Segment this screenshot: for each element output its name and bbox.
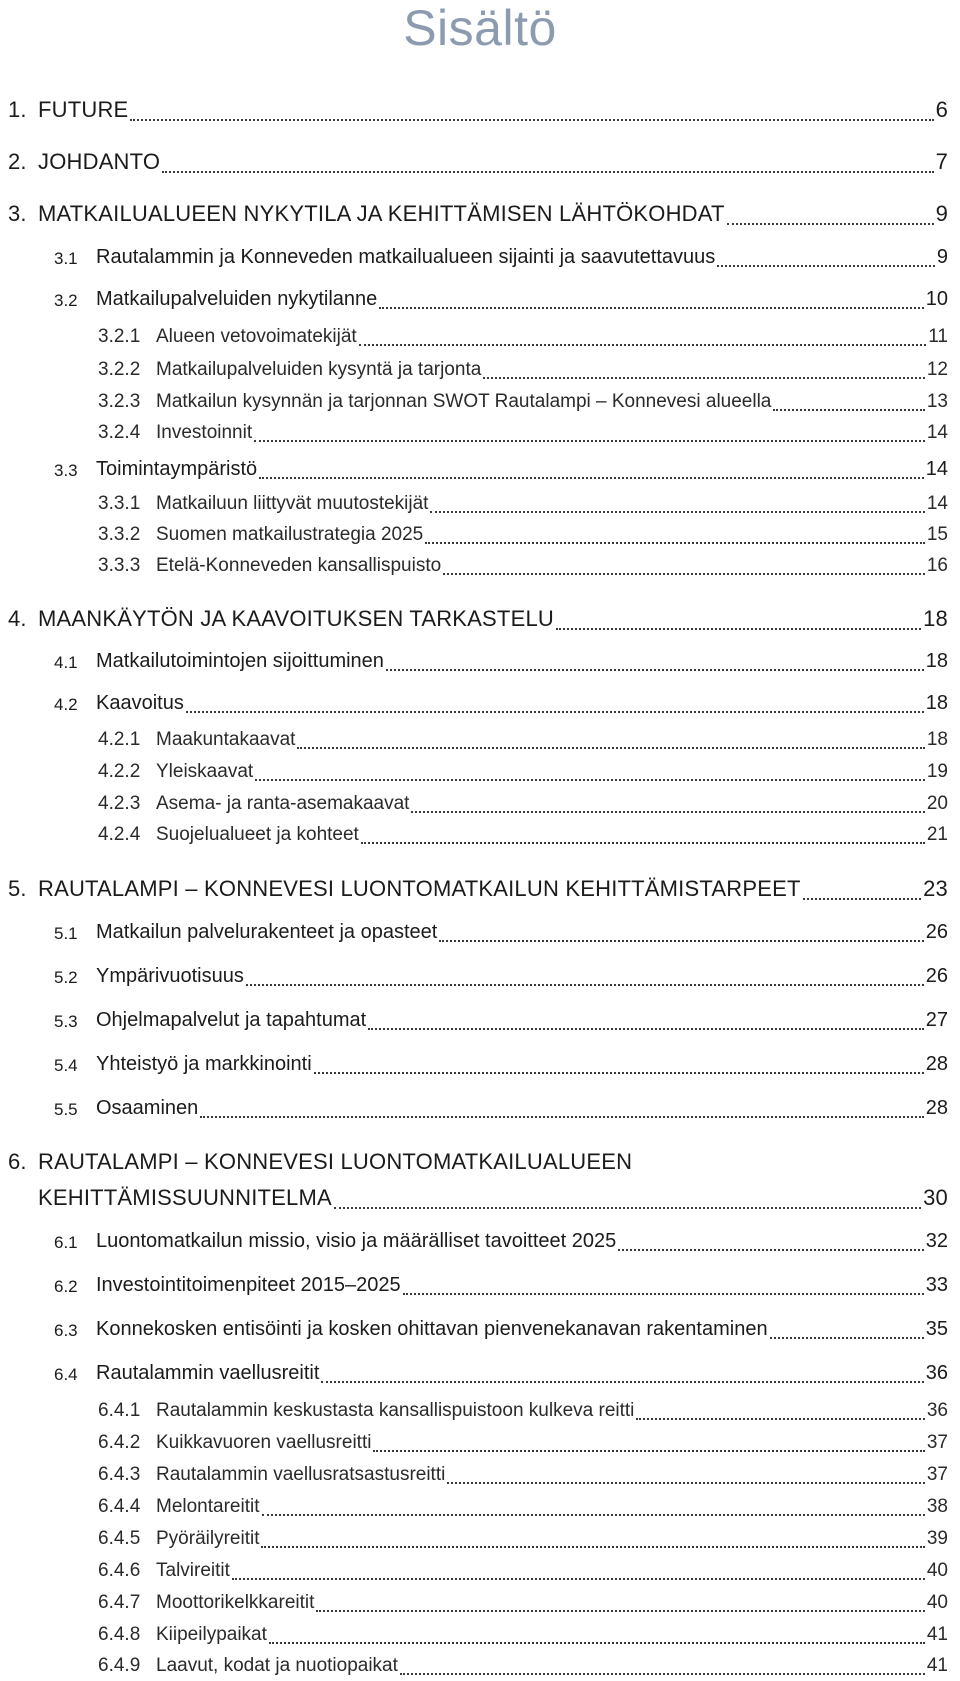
toc-entry-page: 6 [935,97,948,122]
toc-dot-leader [269,1642,925,1644]
toc-entry-title: Etelä-Konneveden kansallispuisto [156,555,442,576]
toc-entry-page: 40 [926,1592,948,1613]
toc-entry[interactable] [0,145,960,179]
page-title: Sisältö [403,0,557,56]
toc-entry-title: Rautalammin ja Konneveden matkailualueen sijainti ja saavutettavuus [96,246,716,268]
toc-entry-page: 37 [926,1464,948,1485]
toc-entry[interactable] [0,281,960,315]
toc-dot-leader [130,119,934,121]
toc-entry-page: 12 [926,359,948,380]
toc-entry[interactable] [0,602,960,636]
toc-entry[interactable] [0,1149,960,1215]
toc-dot-leader [770,1337,924,1339]
toc-entry-page: 41 [926,1624,948,1645]
toc-entry-title: Ympärivuotisuus [96,965,244,987]
toc-entry[interactable] [0,1392,960,1426]
toc-entry-number: 5.3 [54,1012,78,1031]
toc-entry-page: 11 [928,326,948,347]
toc-entry-title: Suojelualueet ja kohteet [156,824,359,845]
toc-dot-leader [717,265,935,267]
toc-entry[interactable] [0,816,960,850]
toc-entry[interactable] [0,643,960,677]
toc-dot-leader [400,1673,925,1675]
toc-entry-title: JOHDANTO [38,149,161,174]
toc-entry-page: 37 [926,1432,948,1453]
toc-entry-title: Alueen vetovoimatekijät [156,326,357,347]
toc-entry-title: Laavut, kodat ja nuotiopaikat [156,1655,398,1676]
toc-dot-leader [727,223,934,225]
toc-entry-page: 18 [925,650,948,672]
toc-entry-title: Matkailupalveluiden kysyntä ja tarjonta [156,359,482,380]
toc-entry-page: 14 [926,422,948,443]
toc-entry-title: Konnekosken entisöinti ja kosken ohittavan pienvenekanavan rakentaminen [96,1318,768,1340]
toc-entry-title: Rautalammin vaellusratsastusreitti [156,1464,446,1485]
toc-entry[interactable] [0,1552,960,1586]
toc-entry-page: 9 [935,201,948,226]
toc-entry-title: Ohjelmapalvelut ja tapahtumat [96,1009,367,1031]
toc-dot-leader [373,1450,925,1452]
toc-dot-leader [261,1546,925,1548]
toc-entry-number: 4.1 [54,653,78,672]
toc-dot-leader [403,1293,924,1295]
toc-entry-page: 32 [925,1230,948,1252]
toc-entry-number: 3. [8,201,27,226]
toc-entry-number: 3.3.1 [98,493,141,514]
toc-dot-leader [255,779,925,781]
toc-entry[interactable] [0,1647,960,1681]
toc-entry-page: 9 [936,246,948,268]
toc-dot-leader [430,511,925,513]
toc-entry-number: 2. [8,149,27,174]
toc-entry-page: 18 [925,692,948,714]
toc-entry-number: 6.4.7 [98,1592,141,1613]
toc-dot-leader [316,1610,925,1612]
toc-dot-leader [411,811,925,813]
toc-entry[interactable] [0,197,960,231]
toc-entry-page: 7 [935,149,948,174]
toc-entry[interactable] [0,451,960,485]
toc-entry-number: 5.1 [54,924,78,943]
toc-dot-leader [803,898,921,900]
toc-entry-title: Luontomatkailun missio, visio ja määrälliset tavoitteet 2025 [96,1230,617,1252]
toc-entry-page: 36 [926,1400,948,1421]
toc-entry-title: Yleiskaavat [156,761,254,782]
toc-entry[interactable] [0,1002,960,1036]
toc-entry-page: 40 [926,1560,948,1581]
toc-entry-page: 26 [925,965,948,987]
toc-entry[interactable] [0,1090,960,1124]
toc-entry-title: Rautalammin keskustasta kansallispuistoon kulkeva reitti [156,1400,635,1421]
toc-entry-title: Asema- ja ranta-asemakaavat [156,793,410,814]
toc-entry-page: 26 [925,921,948,943]
toc-dot-leader [483,377,925,379]
toc-entry-number: 5.2 [54,968,78,987]
toc-entry-number: 6.2 [54,1277,78,1296]
toc-dot-leader [379,307,924,309]
toc-entry-number: 1. [8,97,27,122]
toc-entry-page: 19 [926,761,948,782]
toc-dot-leader [262,1514,925,1516]
toc-entry-number: 3.1 [54,249,78,268]
toc-entry-page: 39 [926,1528,948,1549]
toc-dot-leader [259,477,924,479]
toc-dot-leader [443,573,925,575]
toc-entry-title: Matkailun palvelurakenteet ja opasteet [96,921,438,943]
toc-entry[interactable] [0,383,960,417]
toc-dot-leader [314,1072,924,1074]
toc-entry-number: 3.2.2 [98,359,141,380]
toc-entry-title-continued: KEHITTÄMISSUUNNITELMA [38,1185,332,1210]
toc-entry-number: 4.2.4 [98,824,141,845]
toc-dot-leader [439,940,924,942]
toc-entry-number: 6.4.9 [98,1655,141,1676]
toc-entry-title: Melontareitit [156,1496,260,1517]
toc-entry-number: 5.5 [54,1100,78,1119]
toc-dot-leader [359,344,926,346]
toc-entry-title: Talvireitit [156,1560,230,1581]
toc-dot-leader [200,1116,924,1118]
toc-dot-leader [425,542,925,544]
toc-entry-number: 4.2 [54,695,78,714]
toc-entry-number: 6.4.1 [98,1400,141,1421]
toc-entry[interactable] [0,721,960,755]
toc-entry-title: Maakuntakaavat [156,729,296,750]
toc-entry-page: 16 [926,555,948,576]
toc-entry-page: 41 [926,1655,948,1676]
toc-entry-number: 3.2.3 [98,391,141,412]
toc-entry[interactable] [0,93,960,127]
toc-entry[interactable] [0,1520,960,1554]
toc-entry-page: 23 [923,876,948,901]
toc-entry-page: 20 [926,793,948,814]
toc-entry[interactable] [0,914,960,948]
toc-entry-number: 6.4.3 [98,1464,141,1485]
toc-entry-number: 4.2.3 [98,793,141,814]
toc-entry-page: 35 [925,1318,948,1340]
toc-entry-title: MATKAILUALUEEN NYKYTILA JA KEHITTÄMISEN LÄHTÖKOHDAT [38,201,725,226]
toc-entry-page: 18 [926,729,948,750]
toc-entry-number: 6.4.2 [98,1432,141,1453]
toc-entry-number: 6.4 [54,1365,78,1384]
toc-dot-leader [556,628,921,630]
toc-entry-number: 4.2.1 [98,729,141,750]
toc-entry-title: Pyöräilyreitit [156,1528,260,1549]
toc-entry-title: Matkailuun liittyvät muutostekijät [156,493,429,514]
toc-entry-page: 36 [925,1362,948,1384]
toc-entry-page: 38 [926,1496,948,1517]
toc-entry-title: RAUTALAMPI – KONNEVESI LUONTOMATKAILUALUEEN [38,1149,633,1174]
toc-entry-page: 28 [925,1053,948,1075]
toc-entry-number: 5. [8,876,27,901]
toc-entry-title: Matkailutoimintojen sijoittuminen [96,650,384,672]
toc-entry-title: Investointitoimenpiteet 2015–2025 [96,1274,401,1296]
toc-entry-page: 10 [925,288,948,310]
toc-entry[interactable] [0,872,960,906]
toc-dot-leader [321,1381,924,1383]
toc-entry-title: Moottorikelkkareitit [156,1592,315,1613]
toc-dot-leader [334,1207,921,1209]
toc-dot-leader [246,984,924,986]
toc-entry-title: Kaavoitus [96,692,184,714]
toc-dot-leader [254,440,925,442]
toc-dot-leader [297,747,925,749]
toc-entry-number: 3.2.1 [98,326,141,347]
toc-entry-page: 13 [926,391,948,412]
toc-entry[interactable] [0,1311,960,1345]
toc-entry-number: 6.4.5 [98,1528,141,1549]
toc-entry-page: 33 [925,1274,948,1296]
toc-entry-number: 5.4 [54,1056,78,1075]
toc-entry-page: 14 [925,458,948,480]
toc-entry[interactable] [0,1584,960,1618]
toc-entry-number: 6.3 [54,1321,78,1340]
toc-entry-title: Investoinnit [156,422,253,443]
toc-dot-leader [386,669,924,671]
toc-entry-page: 21 [926,824,948,845]
toc-entry-title: Suomen matkailustrategia 2025 [156,524,424,545]
toc-entry[interactable] [0,1616,960,1650]
toc-entry-title: Matkailupalveluiden nykytilanne [96,288,378,310]
toc-entry[interactable] [0,785,960,819]
toc-entry-number: 3.3.2 [98,524,141,545]
toc-entry-number: 6.1 [54,1233,78,1252]
toc-entry[interactable] [0,1456,960,1490]
toc-dot-leader [618,1249,924,1251]
toc-entry[interactable] [0,685,960,719]
toc-entry-number: 3.3 [54,461,78,480]
toc-entry-page: 15 [926,524,948,545]
toc-entry-title: RAUTALAMPI – KONNEVESI LUONTOMATKAILUN KEHITTÄMISTARPEET [38,876,801,901]
toc-entry[interactable] [0,1355,960,1389]
toc-entry-title: Toimintaympäristö [96,458,258,480]
toc-dot-leader [636,1418,925,1420]
toc-dot-leader [447,1482,925,1484]
toc-entry-page: 30 [923,1185,948,1210]
toc-entry-title: Yhteistyö ja markkinointi [96,1053,312,1075]
toc-entry[interactable] [0,1488,960,1522]
toc-entry[interactable] [0,547,960,581]
toc-entry-title: Rautalammin vaellusreitit [96,1362,320,1384]
toc-entry-number: 6.4.8 [98,1624,141,1645]
toc-entry[interactable] [0,351,960,385]
toc-entry-title: Kiipeilypaikat [156,1624,267,1645]
toc-entry-number: 6. [8,1149,27,1174]
toc-entry-number: 6.4.4 [98,1496,141,1517]
toc-dot-leader [186,711,924,713]
toc-entry-title: Kuikkavuoren vaellusreitti [156,1432,372,1453]
toc-dot-leader [773,409,925,411]
toc-entry[interactable] [0,516,960,550]
toc-entry[interactable] [0,753,960,787]
toc-entry[interactable] [0,1267,960,1301]
toc-entry[interactable] [0,414,960,448]
toc-entry-title: Osaaminen [96,1097,199,1119]
toc-entry[interactable] [0,1223,960,1257]
toc-entry[interactable] [0,1424,960,1458]
toc-entry[interactable] [0,239,960,273]
toc-entry-number: 3.3.3 [98,555,141,576]
toc-dot-leader [162,171,934,173]
toc-entry-number: 3.2 [54,291,78,310]
toc-dot-leader [368,1028,924,1030]
toc-entry[interactable] [0,318,960,352]
toc-entry-page: 27 [925,1009,948,1031]
toc-entry[interactable] [0,1046,960,1080]
toc-entry-page: 28 [925,1097,948,1119]
toc-entry[interactable] [0,485,960,519]
toc-entry-title: Matkailun kysynnän ja tarjonnan SWOT Rautalampi – Konnevesi alueella [156,391,772,412]
toc-entry-number: 4. [8,606,27,631]
toc-entry-number: 6.4.6 [98,1560,141,1581]
toc-entry[interactable] [0,958,960,992]
toc-entry-number: 3.2.4 [98,422,141,443]
toc-entry-page: 18 [923,606,948,631]
toc-dot-leader [232,1578,925,1580]
toc-entry-page: 14 [926,493,948,514]
toc-entry-number: 4.2.2 [98,761,141,782]
toc-dot-leader [361,842,925,844]
toc-entry-title: FUTURE [38,97,129,122]
toc-entry-title: MAANKÄYTÖN JA KAAVOITUKSEN TARKASTELU [38,606,554,631]
